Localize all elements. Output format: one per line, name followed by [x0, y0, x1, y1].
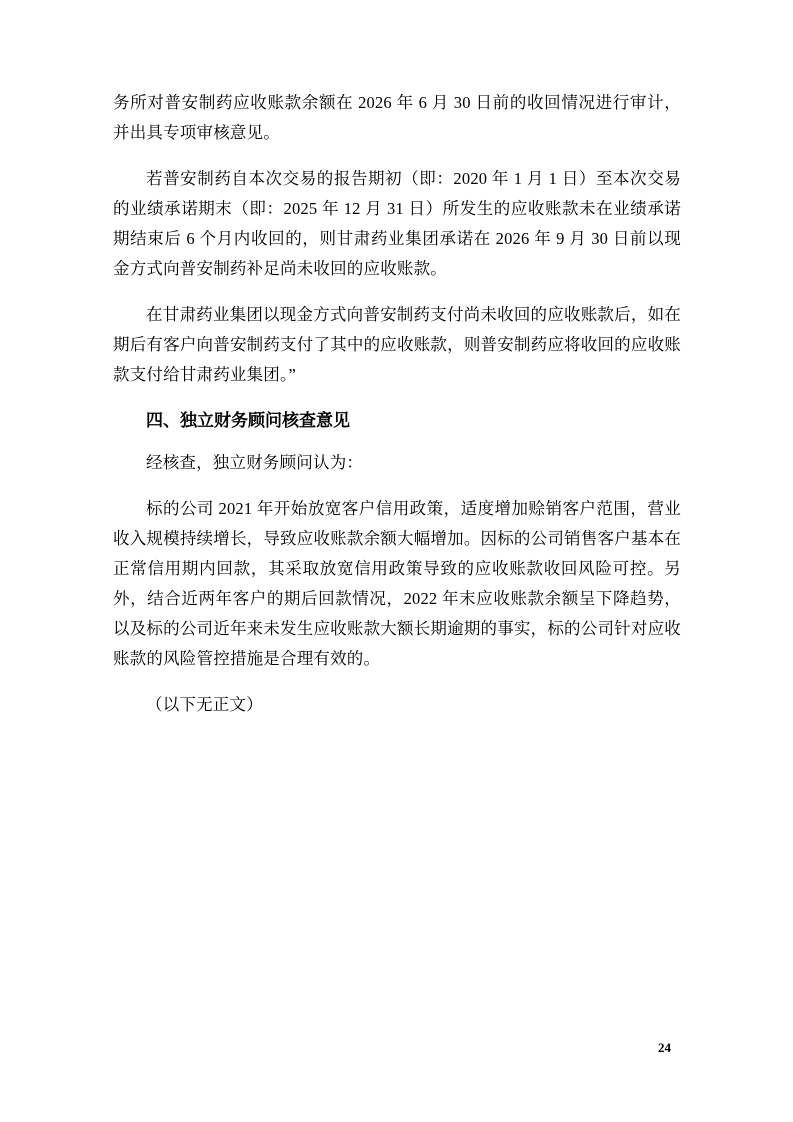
- paragraph: 若普安制药自本次交易的报告期初（即：2020 年 1 月 1 日）至本次交易的业绩承诺期末（即：2025 年 12 月 31 日）所发生的应收账款未在业绩承诺期结束后 6 个月内收回的，则甘肃药业集团承诺在 2026 年 9 月 30 日前以现金方式向普安制药补足尚未收回的应收账款。: [113, 169, 681, 278]
- page-content: [113, 88, 681, 720]
- paragraph: 经核查，独立财务顾问认为：: [146, 453, 364, 472]
- section-heading: 四、独立财务顾问核查意见: [146, 411, 350, 430]
- page-number: 24: [658, 1040, 671, 1055]
- paragraph: 在甘肃药业集团以现金方式向普安制药支付尚未收回的应收账款后，如在期后有客户向普安制药支付了其中的应收账款，则普安制药应将收回的应收账款支付给甘肃药业集团。”: [113, 305, 681, 384]
- paragraph-continued: 务所对普安制药应收账款余额在 2026 年 6 月 30 日前的收回情况进行审计，并出具专项审核意见。: [113, 93, 681, 142]
- paragraph: 标的公司 2021 年开始放宽客户信用政策，适度增加赊销客户范围，营业收入规模持续增长，导致应收账款余额大幅增加。因标的公司销售客户基本在正常信用期内回款，其采取放宽信用政策导致的应收账款收回风险可控。另外，结合近两年客户的期后回款情况，2022 年末应收账款余额呈下降趋势，以及标的公司近年来未发生应收账款大额长期逾期的事实，标的公司针对应收账款的风险管控措施是合理有效的。: [113, 499, 681, 668]
- closing-note: （以下无正文）: [146, 695, 263, 714]
